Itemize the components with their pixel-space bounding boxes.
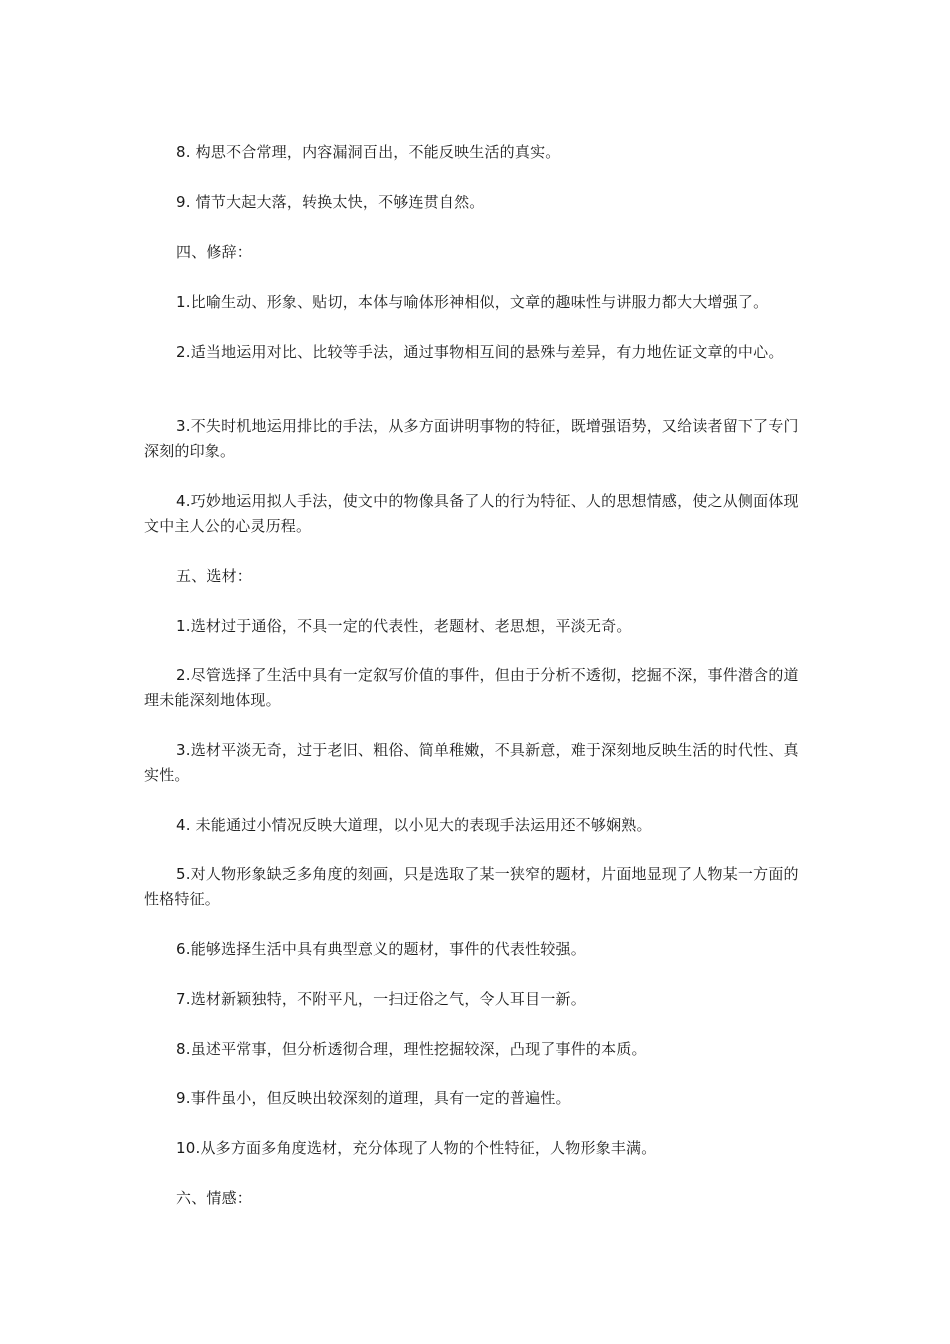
paragraph-material-item-3: 3.选材平淡无奇，过于老旧、粗俗、简单稚嫩，不具新意，难于深刻地反映生活的时代性、真实性。 <box>144 741 799 784</box>
paragraph-plot-item-9: 9. 情节大起大落，转换太快，不够连贯自然。 <box>176 193 485 211</box>
paragraph-material-item-4: 4. 未能通过小情况反映大道理，以小见大的表现手法运用还不够娴熟。 <box>176 816 652 834</box>
paragraph-material-item-9: 9.事件虽小，但反映出较深刻的道理，具有一定的普遍性。 <box>176 1089 571 1107</box>
paragraph-material-item-6: 6.能够选择生活中具有典型意义的题材，事件的代表性较强。 <box>176 940 586 958</box>
section-heading-emotion: 六、情感： <box>176 1189 253 1207</box>
paragraph-material-item-8: 8.虽述平常事，但分析透彻合理，理性挖掘较深，凸现了事件的本质。 <box>176 1040 647 1058</box>
paragraph-rhetoric-item-1: 1.比喻生动、形象、贴切，本体与喻体形神相似，文章的趣味性与讲服力都大大增强了。 <box>176 293 769 311</box>
paragraph-material-item-5: 5.对人物形象缺乏多角度的刻画，只是选取了某一狭窄的题材，片面地显现了人物某一方面的性格特征。 <box>144 865 799 908</box>
paragraph-material-item-2: 2.尽管选择了生活中具有一定叙写价值的事件，但由于分析不透彻，挖掘不深，事件潜含的道理未能深刻地体现。 <box>144 666 799 709</box>
paragraph-rhetoric-item-3: 3.不失时机地运用排比的手法，从多方面讲明事物的特征，既增强语势，又给读者留下了专门深刻的印象。 <box>144 417 799 460</box>
paragraph-material-item-10: 10.从多方面多角度选材，充分体现了人物的个性特征，人物形象丰满。 <box>176 1139 657 1157</box>
paragraph-rhetoric-item-4: 4.巧妙地运用拟人手法，使文中的物像具备了人的行为特征、人的思想情感，使之从侧面体现文中主人公的心灵历程。 <box>144 492 799 535</box>
paragraph-material-item-1: 1.选材过于通俗，不具一定的代表性，老题材、老思想，平淡无奇。 <box>176 617 632 635</box>
section-heading-material: 五、选材： <box>176 567 253 585</box>
paragraph-material-item-7: 7.选材新颖独特，不附平凡，一扫迂俗之气，令人耳目一新。 <box>176 990 586 1008</box>
section-heading-rhetoric: 四、修辞： <box>176 243 253 261</box>
paragraph-plot-item-8: 8. 构思不合常理，内容漏洞百出，不能反映生活的真实。 <box>176 143 561 161</box>
paragraph-rhetoric-item-2: 2.适当地运用对比、比较等手法，通过事物相互间的悬殊与差异，有力地佐证文章的中心。 <box>176 343 784 361</box>
